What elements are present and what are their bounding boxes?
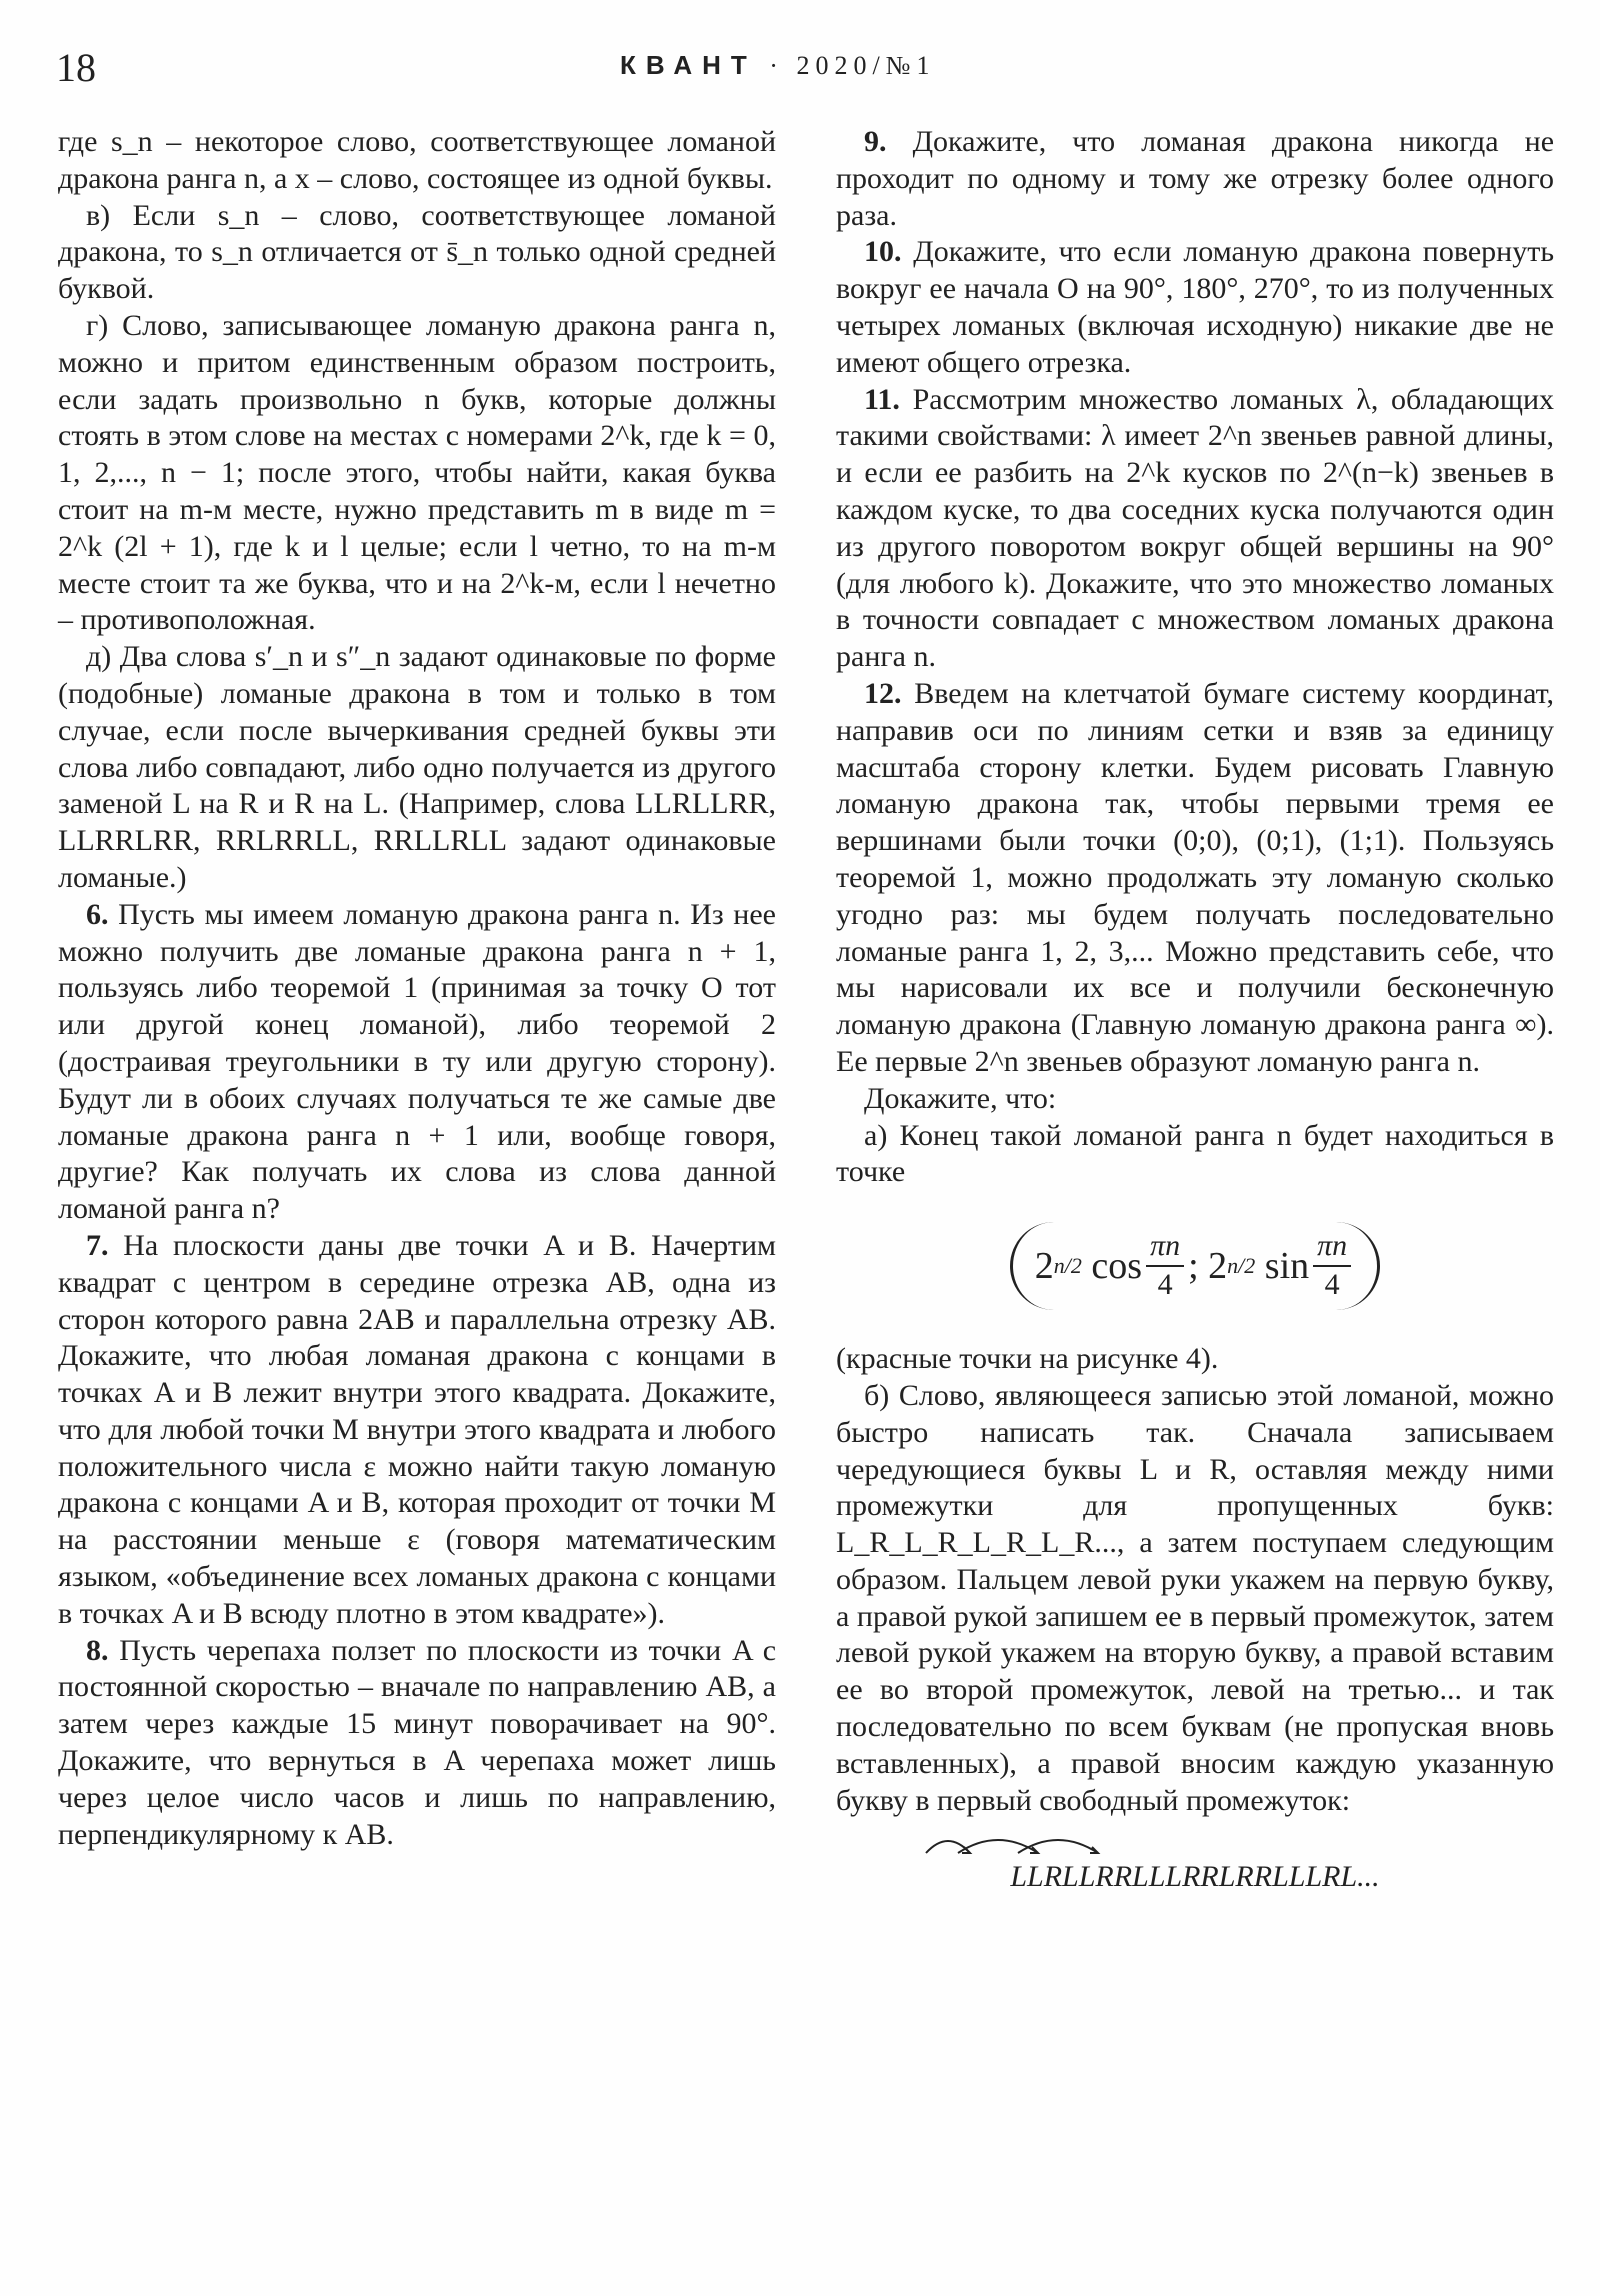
- left-column: [58, 124, 776, 1853]
- paragraph: где s_n – некоторое слово, соответствующее ломаной дракона ранга n, а x – слово, состоящее из одной буквы.: [58, 125, 776, 195]
- issue-label: · 2020/№1: [769, 51, 936, 80]
- problem-9: [836, 124, 1554, 234]
- page-number: 18: [56, 45, 96, 90]
- problem-text: Пусть мы имеем ломаную дракона ранга n. Из нее можно получить две ломаные дракона ранга n + 1, пользуясь либо теоремой 1 (принимая за точку O тот или другой конец ломаной), либо теоремой 2 (достраивая треугольники в ту или другую сторону). Будут ли в обоих случаях получаться те же самые две ломаные дракона ранга n + 1 или, вообще говоря, другие? Как получать их слова из слова данной ломаной ранга n?: [58, 897, 776, 1226]
- formula-sin: sin: [1264, 1244, 1310, 1287]
- formula-exponent: n/2: [1053, 1252, 1082, 1278]
- paragraph: д) Два слова s′_n и s″_n задают одинаковые по форме (подобные) ломаные дракона в том и только в том случае, если после вычеркивания средней буквы эти слова либо совпадают, либо одно получается из другого заменой L на R и R на L. (Например, слова LLRLLRR, LLRRLRR, RRLRRLL, RRLLRLL задают одинаковые ломаные.): [58, 640, 776, 894]
- paragraph: а) Конец такой ломаной ранга n будет находиться в точке: [836, 1118, 1554, 1189]
- formula-base: 2: [1034, 1244, 1054, 1287]
- paragraph: б) Слово, являющееся записью этой ломаной, можно быстро написать так. Сначала записываем чередующиеся буквы L и R, оставляя между ними промежутки для пропущенных букв: L_R_L_R_L_R_L_R..., а затем поступаем следующим образом. Пальцем левой руки укажем на первую букву, а правой рукой запишем ее в первый промежуток, затем левой рукой укажем на вторую букву, а правой вставим ее во второй промежуток, левой на третью... и так последовательно по всем буквам (не пропуская вновь вставленных), а правой вносим каждую указанную букву в первый свободный промежуток:: [836, 1378, 1554, 1817]
- paragraph: г) Слово, записывающее ломаную дракона ранга n, можно и притом единственным образом построить, если задать произвольно n букв, которые должны стоять в этом слове на местах с номерами 2^k, где k = 0, 1, 2,..., n − 1; после этого, чтобы найти, какая буква стоит на m-м месте, нужно представить m в виде m = 2^k (2l + 1), где k и l целые; если l четно, то на m-м месте стоит та же буква, что и на 2^k-м, если l нечетно – противоположная.: [58, 308, 776, 637]
- fraction-denominator: 4: [1324, 1268, 1340, 1302]
- problem-text: Пусть черепаха ползет по плоскости из точки A с постоянной скоростью – вначале по направлению AB, а затем через каждые 15 минут поворачивает на 90°. Докажите, что вернуться в A черепаха может лишь через целое число часов и лишь по направлению, перпендикулярному к AB.: [58, 1633, 777, 1851]
- problem-11: [836, 382, 1554, 676]
- problem-number: 9.: [864, 125, 887, 158]
- fraction-numerator: πn: [1313, 1228, 1351, 1267]
- journal-title: КВАНТ: [620, 50, 757, 80]
- problem-text: Докажите, что если ломаную дракона повернуть вокруг ее начала O на 90°, 180°, 270°, то из полученных четырех ломаных (включая исходную) никакие две не имеют общего отрезка.: [836, 235, 1555, 379]
- problem-7: [58, 1228, 776, 1633]
- problem-text: Рассмотрим множество ломаных λ, обладающих такими свойствами: λ имеет 2^n звеньев равной длины, и если ее разбить на 2^k кусков по 2^(n−k) звеньев в каждом куске, то два соседних куска получаются один из другого поворотом вокруг общей вершины на 90° (для любого k). Докажите, что это множество ломаных в точности совпадает с множеством ломаных дракона ранга n.: [836, 382, 1555, 674]
- problem-6: [58, 897, 776, 1228]
- paragraph: в) Если s_n – слово, соответствующее ломаной дракона, то s_n отличается от s̄_n только одной средней буквой.: [58, 198, 776, 306]
- problem-number: 8.: [86, 1633, 109, 1667]
- problem-number: 12.: [864, 676, 902, 710]
- running-head: [620, 50, 936, 81]
- problem-10: [836, 234, 1554, 381]
- fraction-numerator: πn: [1146, 1228, 1184, 1267]
- problem-text: На плоскости даны две точки A и B. Начертим квадрат с центром в середине отрезка AB, одна из сторон которого равна 2AB и параллельна отрезку AB. Докажите, что любая ломаная дракона с концами в точках A и B лежит внутри этого квадрата. Докажите, что для любой точки M внутри этого квадрата и любого положительного числа ε можно найти такую ломаную дракона с концами A и B, которая проходит от точки M на расстоянии меньше ε (говоря математическим языком, «объединение всех ломаных дракона с концами в точках A и B всюду плотно в этом квадрате»).: [58, 1228, 777, 1630]
- problem-12: [836, 676, 1554, 1081]
- paragraph: Докажите, что:: [864, 1081, 1057, 1115]
- problem-text: Введем на клетчатой бумаге систему координат, направив оси по линиям сетки и взяв за единицу масштаба сторону клетки. Будем рисовать Главную ломаную дракона так, чтобы первыми тремя ее вершинами были точки (0;0), (0;1), (1;1). Пользуясь теоремой 1, можно продолжать эту ломаную сколько угодно раз: мы будем получать последовательно ломаные ранга 1, 2, 3,... Можно представить себе, что мы нарисовали их все и получили бесконечную ломаную дракона (Главную ломаную дракона ранга ∞). Ее первые 2^n звеньев образуют ломаную ранга n.: [836, 676, 1554, 1078]
- formula-separator: ;: [1188, 1244, 1199, 1287]
- insertion-arrows: [918, 1827, 1118, 1861]
- problem-number: 10.: [864, 235, 902, 269]
- formula-exponent: n/2: [1227, 1252, 1256, 1278]
- problem-number: 7.: [86, 1228, 109, 1262]
- formula-fraction: [1313, 1228, 1351, 1304]
- formula-base: 2: [1208, 1244, 1228, 1287]
- fraction-denominator: 4: [1157, 1268, 1173, 1302]
- formula-cos: cos: [1091, 1244, 1143, 1287]
- dragon-word: LLRLLRRLLLRRLRRLLLRL...: [1010, 1860, 1380, 1894]
- right-column: [836, 124, 1554, 1896]
- problem-text: Докажите, что ломаная дракона никогда не проходит по одному и тому же отрезку более одного раза.: [836, 125, 1555, 232]
- problem-number: 11.: [864, 382, 900, 416]
- problem-number: 6.: [86, 897, 109, 931]
- formula-parentheses: [1010, 1222, 1380, 1310]
- endpoint-formula: [836, 1191, 1554, 1341]
- formula-fraction: [1146, 1228, 1184, 1304]
- paragraph: (красные точки на рисунке 4).: [836, 1342, 1219, 1376]
- problem-8: [58, 1633, 776, 1854]
